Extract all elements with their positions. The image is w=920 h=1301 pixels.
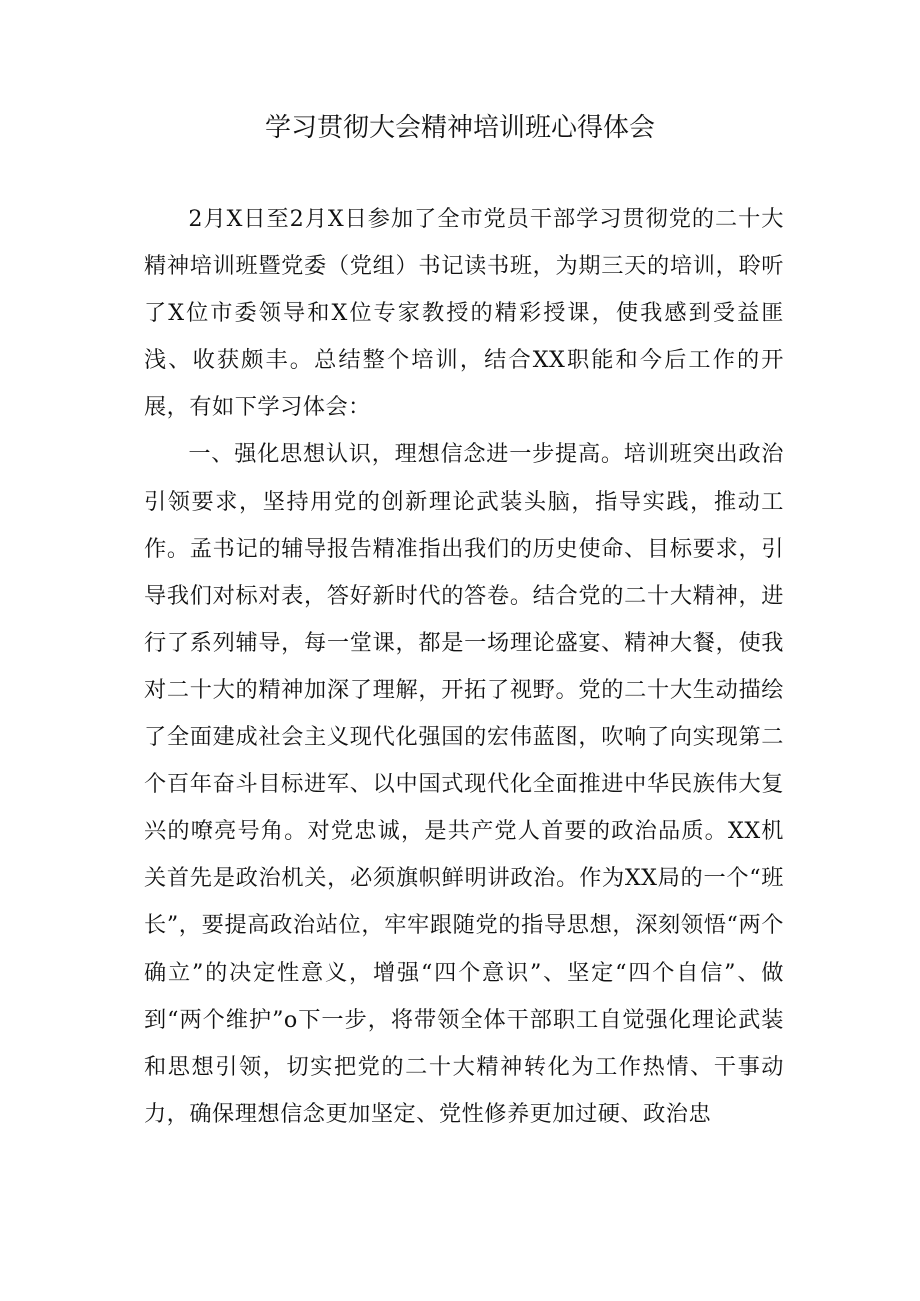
section-one-paragraph: 一、强化思想认识，理想信念进一步提高。培训班突出政治引领要求，坚持用党的创新理论武装头脑，指导实践，推动工作。孟书记的辅导报告精准指出我们的历史使命、目标要求，引导我们对标对表，答好新时代的答卷。结合党的二十大精神，进行了系列辅导，每一堂课，都是一场理论盛宴、精神大餐，使我对二十大的精神加深了理解，开拓了视野。党的二十大生动描绘了全面建成社会主义现代化强国的宏伟蓝图，吹响了向实现第二个百年奋斗目标进军、以中国式现代化全面推进中华民族伟大复兴的嘹亮号角。对党忠诚，是共产党人首要的政治品质。XX机关首先是政治机关，必须旗帜鲜明讲政治。作为XX局的一个“班长”，要提高政治站位，牢牢跟随党的指导思想，深刻领悟“两个确立”的决定性意义，增强“四个意识”、坚定“四个自信”、做到“两个维护”o下一步，将带领全体干部职工自觉强化理论武装和思想引领，切实把党的二十大精神转化为工作热情、干事动力，确保理想信念更加坚定、党性修养更加过硬、政治忠 bbox=[144, 441, 784, 1127]
document-title: 学习贯彻大会精神培训班心得体会 bbox=[264, 113, 655, 143]
document-body bbox=[144, 196, 784, 1138]
intro-paragraph: 2月X日至2月X日参加了全市党员干部学习贯彻党的二十大精神培训班暨党委（党组）书记读书班，为期三天的培训，聆听了X位市委领导和X位专家教授的精彩授课，使我感到受益匪浅、收获颇丰。总结整个培训，结合XX职能和今后工作的开展，有如下学习体会： bbox=[144, 206, 784, 421]
